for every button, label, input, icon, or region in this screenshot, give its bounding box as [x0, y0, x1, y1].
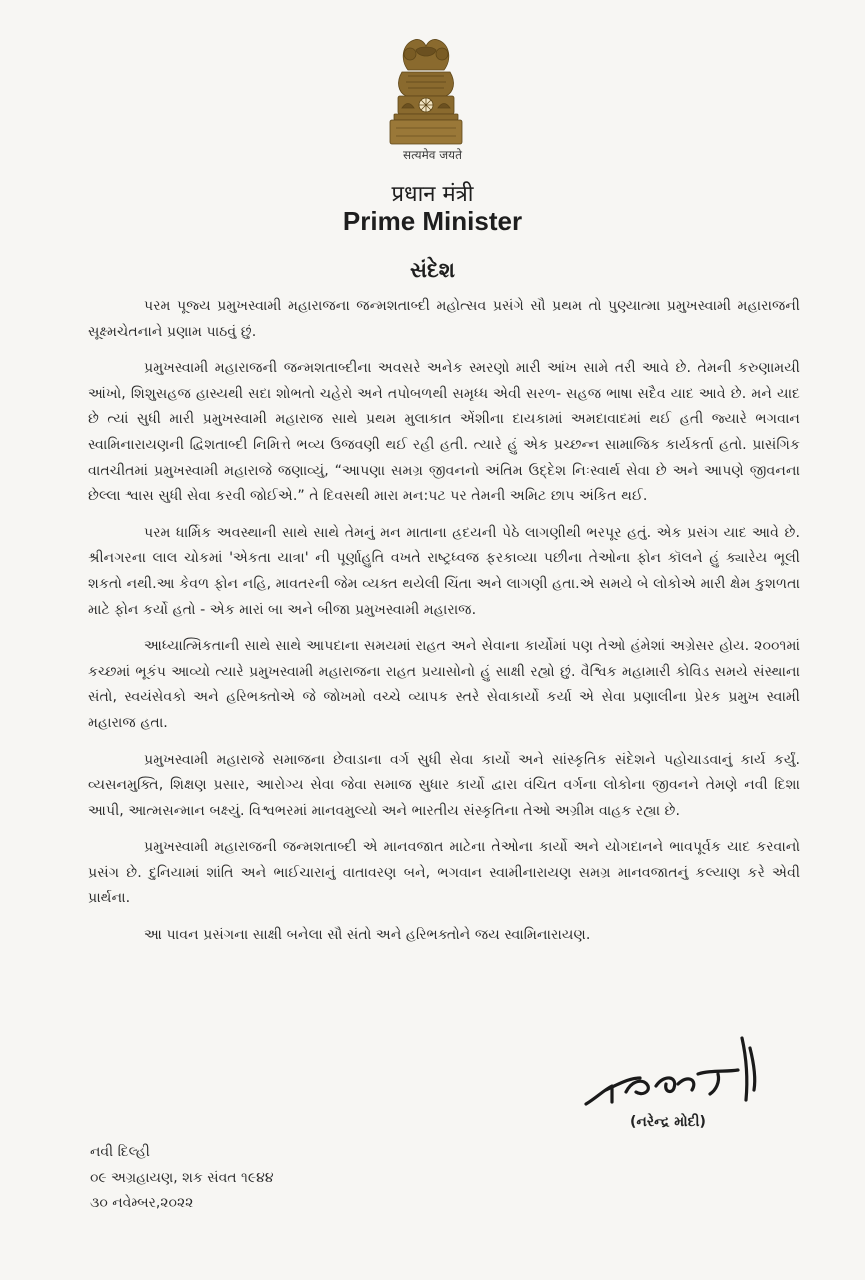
paragraph: આ પાવન પ્રસંગના સાક્ષી બનેલા સૌ સંતો અને હરિભક્તોને જય સ્વામિનારાયણ.	[144, 927, 591, 944]
paragraph: પ્રમુખસ્વામી મહારાજની જન્મશતાબ્દીના અવસરે અનેક સ્મરણો મારી આંખ સામે તરી આવે છે. તેમની કરુણામયી આંખો, શિશુસહજ હાસ્યથી સદા શોભતો ચહેરો અને તપોબળથી સમૃધ્ધ એવી સરળ- સહજ ભાષા સદૈવ યાદ આવે છે. મને યાદ છે ત્યાં સુધી મારી પ્રમુખસ્વામી મહારાજ સાથે પ્રથમ મુલાકાત એંશીના દાયકામાં અમદાવાદમાં થઈ હતી જ્યારે ભગવાન સ્વામિનારાયણની દ્વિશતાબ્દી નિમિત્તે ભવ્ય ઉજવણી થઈ રહી હતી. ત્યારે હું એક પ્રચ્છન્ન સામાજિક કાર્યકર્તા હતો. પ્રાસંગિક વાતચીતમાં પ્રમુખસ્વામી મહારાજે જણાવ્યું, “આપણા સમગ્ર જીવનનો અંતિમ ઉદ્દેશ નિઃસ્વાર્થ સેવા છે અને આપણે જીવનના છેલ્લા શ્વાસ સુધી સેવા કરવી જોઈએ.” તે દિવસથી મારા મન:પટ પર તેમની અમિટ છાપ અંકિત થઈ.	[88, 360, 800, 505]
paragraph: પ્રમુખસ્વામી મહારાજે સમાજના છેવાડાના વર્ગ સુધી સેવા કાર્યો અને સાંસ્કૃતિક સંદેશને પહોચાડવાનું કાર્ય કર્યું. વ્યસનમુક્તિ, શિક્ષણ પ્રસાર, આરોગ્ય સેવા જેવા સમાજ સુધાર કાર્યો દ્વારા વંચિત વર્ગના લોકોના જીવનને તેમણે નવી દિશા આપી, આત્મસન્માન બક્ષ્યું. વિશ્વભરમાં માનવમુલ્યો અને ભારતીય સંસ્કૃતિના તેઓ અગ્રીમ વાહક રહ્યા છે.	[88, 751, 800, 819]
signatory-name: (નરેન્દ્ર મોદી)	[630, 1114, 706, 1130]
office-title-english: Prime Minister	[342, 206, 523, 236]
place: નવી દિલ્હી	[90, 1144, 150, 1160]
paragraph: આધ્યાત્મિકતાની સાથે સાથે આપદાના સમયમાં રાહત અને સેવાના કાર્યોમાં પણ તેઓ હંમેશાં અગ્રેસર હોય. ૨૦૦૧માં કચ્છમાં ભૂકંપ આવ્યો ત્યારે પ્રમુખસ્વામી મહારાજના રાહત પ્રયાસોનો હું સાક્ષી રહ્યો છું. વૈશ્વિક મહામારી કોવિડ સમયે સંસ્થાના સંતો, સ્વયંસેવકો અને હરિભક્તોએ જે જોખમો વચ્ચે વ્યાપક સ્તરે સેવાકાર્યો કર્યા એ સેવા પ્રણાલીના પ્રેરક પ્રમુખ સ્વામી મહારાજ હતા.	[88, 638, 800, 731]
message-heading: સંદેશ	[410, 258, 455, 282]
place-and-date	[90, 1140, 274, 1217]
saka-date: ૦૯ અગ્રહાયણ, શક સંવત ૧૯૪૪	[90, 1169, 274, 1186]
paragraph: પરમ ધાર્મિક અવસ્થાની સાથે સાથે તેમનું મન માતાના હ્રદયની પેઠે લાગણીથી ભરપૂર હતું. એક પ્રસંગ યાદ આવે છે. શ્રીનગરના લાલ ચોકમાં 'એકતા યાત્રા' ની પૂર્ણાહુતિ વખતે રાષ્ટ્રધ્વજ ફરકાવ્યા પછીના તેઓના ફોન કૉલને હું ક્યારેય ભૂલી શકતો નથી.આ કેવળ ફોન નહિ, માવતરની જેમ વ્યક્ત થયેલી ચિંતા અને લાગણી હતા.એ સમયે બે લોકોએ મારી ક્ષેમ કુશળતા માટે ફોન કર્યો હતો - એક મારાં બા અને બીજા પ્રમુખસ્વામી મહારાજ.	[88, 524, 800, 618]
letter-date: ૩૦ નવેમ્બર,૨૦૨૨	[90, 1195, 194, 1211]
national-emblem-icon	[386, 30, 466, 148]
paragraph: પરમ પૂજ્ય પ્રમુખસ્વામી મહારાજના જન્મશતાબ્દી મહોત્સવ પ્રસંગે સૌ પ્રથમ તો પુણ્યાત્મા પ્રમુખસ્વામી મહારાજની સૂક્ષ્મચેતનાને પ્રણામ પાઠવું છું.	[88, 298, 800, 340]
message-body	[88, 294, 800, 960]
handwritten-signature	[578, 1034, 778, 1114]
office-title-hindi: प्रधान मंत्री	[391, 182, 474, 207]
emblem-motto: सत्यमेव जयते	[403, 148, 462, 162]
paragraph: પ્રમુખસ્વામી મહારાજની જન્મશતાબ્દી એ માનવજાત માટેના તેઓના કાર્યો અને યોગદાનને ભાવપૂર્વક યાદ કરવાનો પ્રસંગ છે. દુનિયામાં શાંતિ અને ભાઈચારાનું વાતાવરણ બને, ભગવાન સ્વામીનારાયણ સમગ્ર માનવજાતનું કલ્યાણ કરે એવી પ્રાર્થના.	[88, 839, 800, 907]
